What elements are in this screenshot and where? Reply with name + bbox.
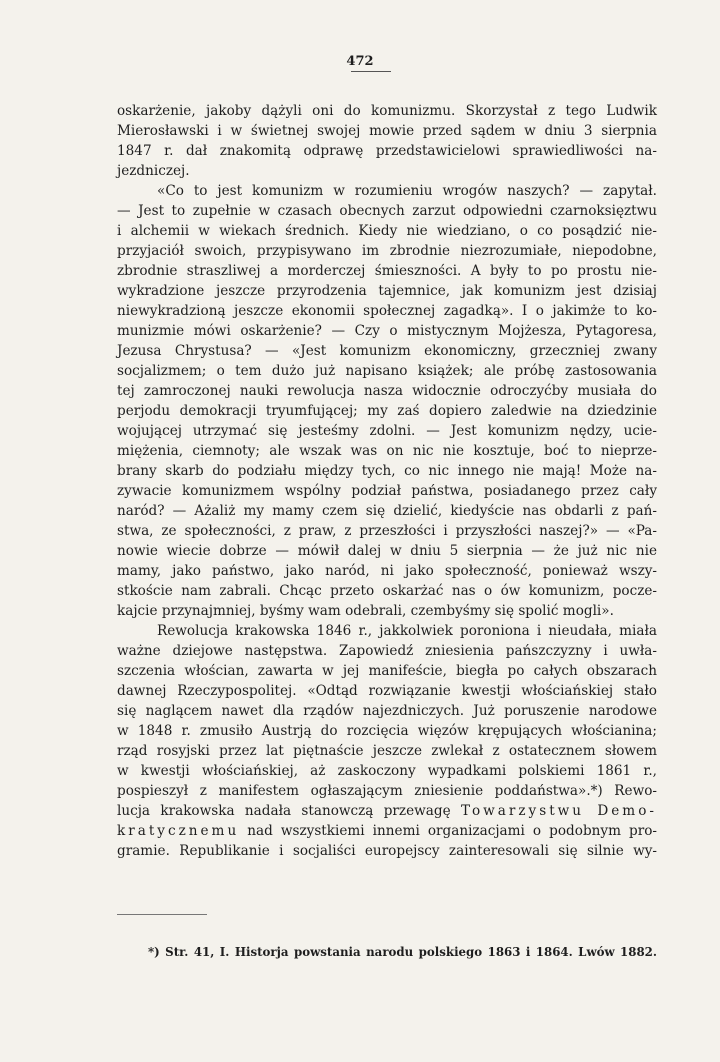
text-line: w kwestji włościańskiej, aż zaskoczony wypadkami polskiemi 1861 r., xyxy=(117,763,657,779)
text-line: 1847 r. dał znakomitą odprawę przedstawicielowi sprawiedliwości na- xyxy=(117,143,657,159)
text-line: «Co to jest komunizm w rozumieniu wrogów naszych? — zapytał. xyxy=(157,183,657,199)
spaced-term: Towarzystwu Demo- xyxy=(460,803,657,819)
text-line: mamy, jako państwo, jako naród, ni jako społeczność, ponieważ wszy- xyxy=(117,563,657,579)
text-line: kratycznemu nad wszystkiemi innemi organizacjami o podobnym pro- xyxy=(117,823,657,839)
text-line: Mierosławski i w świetnej swojej mowie przed sądem w dniu 3 sierpnia xyxy=(117,123,657,139)
page-number-rule xyxy=(351,71,391,72)
text-line: niewykradzioną jeszcze ekonomii społecznej zagadką». I o jakimże to ko- xyxy=(117,303,657,319)
text-line: naród? — Ażaliż my mamy czem się dzielić, kiedyście nas obdarli z pań- xyxy=(117,503,657,519)
text-line: dawnej Rzeczypospolitej. «Odtąd rozwiązanie kwestji włościańskiej stało xyxy=(117,683,657,699)
text-line: pospieszył z manifestem ogłaszającym zniesienie poddaństwa».*) Rewo- xyxy=(117,783,657,799)
footnote-rule xyxy=(117,914,207,915)
text-line: perjodu demokracji tryumfującej; my zaś dopiero zaledwie na dziedzinie xyxy=(117,403,657,419)
text-line: zbrodnie straszliwej a morderczej śmieszności. A były to po prostu nie- xyxy=(117,263,657,279)
text-line: miężenia, ciemnoty; ale wszak was on nic nie kosztuje, boć to nieprze- xyxy=(117,443,657,459)
text-line: wykradzione jeszcze przyrodzenia tajemnice, jak komunizm jest dzisiaj xyxy=(117,283,657,299)
footnote: *) Str. 41, I. Historja powstania narodu polskiego 1863 i 1864. Lwów 1882. xyxy=(148,945,657,959)
text-line: ważne dziejowe następstwa. Zapowiedź zniesienia pańszczyzny i uwła- xyxy=(117,643,657,659)
text-line: kajcie przynajmniej, byśmy wam odebrali, czembyśmy się spolić mogli». xyxy=(117,603,614,619)
text-line: gramie. Republikanie i socjaliści europejscy zainteresowali się silnie wy- xyxy=(117,843,657,859)
text-line: munizmie mówi oskarżenie? — Czy o mistycznym Mojżesza, Pytagoresa, xyxy=(117,323,657,339)
text-line: nowie wiecie dobrze — mówił dalej w dniu 5 sierpnia — że już nic nie xyxy=(117,543,657,559)
text-line: szczenia włościan, zawarta w jej manifeście, biegła po całych obszarach xyxy=(117,663,657,679)
text-line: Rewolucja krakowska 1846 r., jakkolwiek poroniona i nieudała, miała xyxy=(157,623,657,639)
text-line: stkoście nam zabrali. Chcąc przeto oskarżać nas o ów komunizm, pocze- xyxy=(117,583,657,599)
text-line: oskarżenie, jakoby dążyli oni do komunizmu. Skorzystał z tego Ludwik xyxy=(117,103,657,119)
text-line: przyjaciół swoich, przypisywano im zbrodnie niezrozumiałe, niepodobne, xyxy=(117,243,657,259)
text-line: rząd rosyjski przez lat piętnaście jeszcze zwlekał z ostatecznem słowem xyxy=(117,743,657,759)
text-line: brany skarb do podziału między tych, co nic innego nie mają! Może na- xyxy=(117,463,657,479)
text-line: socjalizmem; o tem dużo już napisano książek; ale próbę zastosowania xyxy=(117,363,657,379)
main-text xyxy=(117,101,657,861)
spaced-term: kratycznemu xyxy=(117,823,240,839)
text-line: wojującej utrzymać się jesteśmy zdolni. — Jest komunizm nędzy, ucie- xyxy=(117,423,657,439)
text-line: lucja krakowska nadała stanowczą przewagę Towarzystwu Demo- xyxy=(117,803,657,819)
text-line: zywacie komunizmem wspólny podział państwa, posiadanego przez cały xyxy=(117,483,657,499)
text-line: i alchemii w wiekach średnich. Kiedy nie wiedziano, o co posądzić nie- xyxy=(117,223,657,239)
page-number: 472 xyxy=(346,54,374,69)
text-line: — Jest to zupełnie w czasach obecnych zarzut odpowiedni czarnoksięztwu xyxy=(117,203,657,219)
text-line: tej zamroczonej nauki rewolucja nasza widocznie odroczyćby musiała do xyxy=(117,383,657,399)
text-line: jezdniczej. xyxy=(117,163,190,179)
text-line: się naglącem nawet dla rządów najezdniczych. Już poruszenie narodowe xyxy=(117,703,657,719)
text-line: w 1848 r. zmusiło Austrją do rozcięcia więzów krępujących włościanina; xyxy=(117,723,657,739)
text-line: Jezusa Chrystusa? — «Jest komunizm ekonomiczny, grzeczniej zwany xyxy=(117,343,657,359)
text-line: stwa, ze społeczności, z praw, z przeszłości i przyszłości naszej?» — «Pa- xyxy=(117,523,657,539)
